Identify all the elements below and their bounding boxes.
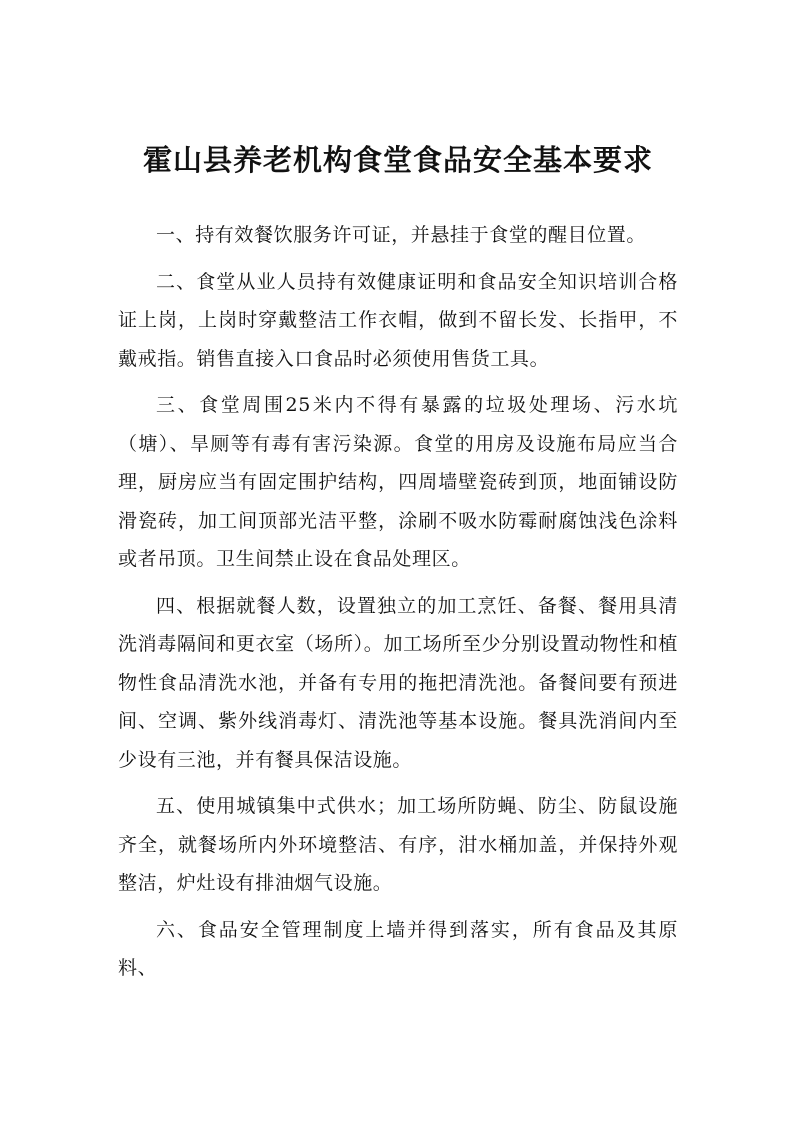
paragraph-6: 六、食品安全管理制度上墙并得到落实，所有食品及其原料、 — [118, 918, 678, 979]
paragraph-3: 三、食堂周围25米内不得有暴露的垃圾处理场、污水坑（塘）、旱厕等有毒有害污染源。食堂的用房及设施布局应当合理，厨房应当有固定围护结构，四周墙壁瓷砖到顶，地面铺设防滑瓷砖，加工间顶部光洁平整，涂刷不吸水防霉耐腐蚀浅色涂料或者吊顶。卫生间禁止设在食品处理区。 — [118, 394, 678, 570]
paragraph-4: 四、根据就餐人数，设置独立的加工烹饪、备餐、餐用具清洗消毒隔间和更衣室（场所）。加工场所至少分别设置动物性和植物性食品清洗水池，并备有专用的拖把清洗池。备餐间要有预进间、空调、紫外线消毒灯、清洗池等基本设施。餐具洗消间内至少设有三池，并有餐具保洁设施。 — [118, 594, 678, 771]
paragraph-2: 二、食堂从业人员持有效健康证明和食品安全知识培训合格证上岗，上岗时穿戴整洁工作衣帽，做到不留长发、长指甲，不戴戒指。销售直接入口食品时必须使用售货工具。 — [118, 270, 678, 370]
paragraph-5: 五、使用城镇集中式供水；加工场所防蝇、防尘、防鼠设施齐全，就餐场所内外环境整洁、有序，泔水桶加盖，并保持外观整洁，炉灶设有排油烟气设施。 — [118, 795, 678, 894]
document-page — [118, 140, 678, 996]
document-title: 霍山县养老机构食堂食品安全基本要求 — [142, 143, 653, 177]
paragraph-1: 一、持有效餐饮服务许可证，并悬挂于食堂的醒目位置。 — [156, 224, 647, 246]
